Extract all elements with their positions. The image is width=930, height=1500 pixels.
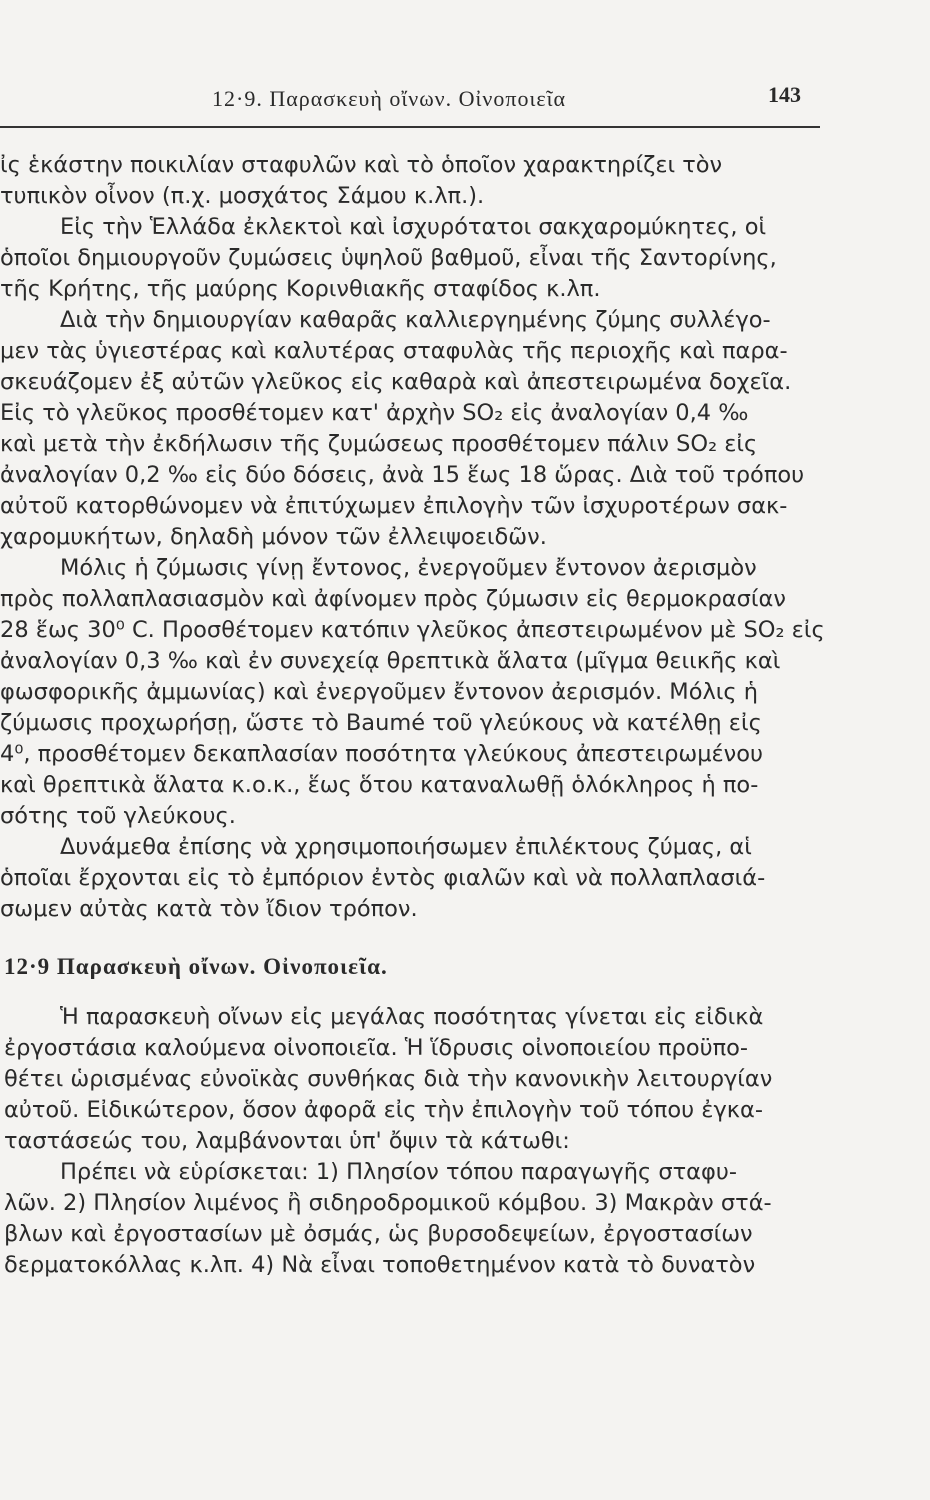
text-line: σότης τοῦ γλεύκους. [0,803,236,829]
text-line: ταστάσεώς του, λαμβάνονται ὑπ' ὄψιν τὰ κάτωθι: [4,1128,570,1154]
text-line: σκευάζομεν ἐξ αὐτῶν γλεῦκος εἰς καθαρὰ καὶ ἀπεστειρωμένα δοχεῖα. [0,369,792,395]
text-line: τυπικὸν οἶνον (π.χ. μοσχάτος Σάμου κ.λπ.). [0,183,485,209]
text-line: Μόλις ἡ ζύμωσις γίνῃ ἔντονος, ἐνεργοῦμεν ἔντονον ἀερισμὸν [60,555,757,581]
text-line: ἀναλογίαν 0,3 ‰ καὶ ἐν συνεχείᾳ θρεπτικὰ ἅλατα (μῖγμα θειικῆς καὶ [0,648,781,674]
text-line: ζύμωσις προχωρήσῃ, ὥστε τὸ Baumé τοῦ γλεύκους νὰ κατέλθῃ εἰς [0,710,762,736]
text-line: καὶ θρεπτικὰ ἅλατα κ.ο.κ., ἕως ὅτου καταναλωθῇ ὁλόκληρος ἡ πο- [0,772,759,798]
text-line: 28 ἕως 30⁰ C. Προσθέτομεν κατόπιν γλεῦκος ἀπεστειρωμένον μὲ SO₂ εἰς [0,617,825,643]
text-line: θέτει ὡρισμένας εὐνοϊκὰς συνθήκας διὰ τὴν κανονικὴν λειτουργίαν [4,1066,773,1092]
text-line: λῶν. 2) Πλησίον λιμένος ἢ σιδηροδρομικοῦ κόμβου. 3) Μακρὰν στά- [4,1190,772,1216]
text-line: Πρέπει νὰ εὑρίσκεται: 1) Πλησίον τόπου παραγωγῆς σταφυ- [60,1159,737,1185]
text-line: φωσφορικῆς ἀμμωνίας) καὶ ἐνεργοῦμεν ἔντονον ἀερισμόν. Μόλις ἡ [0,679,759,705]
text-line: ἐργοστάσια καλούμενα οἰνοποιεῖα. Ἡ ἵδρυσις οἰνοποιείου προϋπο- [4,1035,749,1061]
page-body [0,150,825,1281]
text-line: Διὰ τὴν δημιουργίαν καθαρᾶς καλλιεργημένης ζύμης συλλέγο- [60,307,771,333]
paragraph [0,832,825,925]
text-line: αὐτοῦ. Εἰδικώτερον, ὅσον ἀφορᾶ εἰς τὴν ἐπιλογὴν τοῦ τόπου ἐγκα- [4,1097,763,1123]
text-line: Ἡ παρασκευὴ οἴνων εἰς μεγάλας ποσότητας γίνεται εἰς εἰδικὰ [60,1004,764,1030]
text-line: μεν τὰς ὑγιεστέρας καὶ καλυτέρας σταφυλὰς τῆς περιοχῆς καὶ παρα- [0,338,788,364]
paragraph [0,150,825,212]
text-line: τῆς Κρήτης, τῆς μαύρης Κορινθιακῆς σταφίδος κ.λπ. [0,276,601,302]
text-line: πρὸς πολλαπλασιασμὸν καὶ ἀφίνομεν πρὸς ζύμωσιν εἰς θερμοκρασίαν [0,586,786,612]
text-line: ὁποῖαι ἔρχονται εἰς τὸ ἐμπόριον ἐντὸς φιαλῶν καὶ νὰ πολλαπλασιά- [0,865,766,891]
text-line: ὁποῖοι δημιουργοῦν ζυμώσεις ὑψηλοῦ βαθμοῦ, εἶναι τῆς Σαντορίνης, [0,245,777,271]
text-line: βλων καὶ ἐργοστασίων μὲ ὀσμάς, ὡς βυρσοδεψείων, ἐργοστασίων [4,1221,753,1247]
text-line: καὶ μετὰ τὴν ἐκδήλωσιν τῆς ζυμώσεως προσθέτομεν πάλιν SO₂ εἰς [0,431,758,457]
paragraph [0,305,825,553]
text-line: αὐτοῦ κατορθώνομεν νὰ ἐπιτύχωμεν ἐπιλογὴν τῶν ἰσχυροτέρων σακ- [0,493,788,519]
paragraph [0,1157,825,1281]
text-line: 4⁰, προσθέτομεν δεκαπλασίαν ποσότητα γλεύκους ἀπεστειρωμένου [0,741,764,767]
text-line: Εἰς τὸ γλεῦκος προσθέτομεν κατ' ἀρχὴν SO₂ εἰς ἀναλογίαν 0,4 ‰ [0,400,749,426]
page-number: 143 [768,82,801,107]
running-head: 12·9. Παρασκευὴ οἴνων. Οἰνοποιεῖα [212,86,567,111]
section-title: 12·9 Παρασκευὴ οἴνων. Οἰνοποιεῖα. [4,954,388,979]
text-line: Δυνάμεθα ἐπίσης νὰ χρησιμοποιήσωμεν ἐπιλέκτους ζύμας, αἱ [60,834,752,860]
text-line: σωμεν αὐτὰς κατὰ τὸν ἴδιον τρόπον. [0,896,418,922]
text-line: δερματοκόλλας κ.λπ. 4) Νὰ εἶναι τοποθετημένον κατὰ τὸ δυνατὸν [4,1252,756,1278]
paragraph [0,212,825,305]
paragraph [0,1002,825,1157]
text-line: ἀναλογίαν 0,2 ‰ εἰς δύο δόσεις, ἀνὰ 15 ἕως 18 ὥρας. Διὰ τοῦ τρόπου [0,462,805,488]
page-header [0,76,820,128]
text-line: Εἰς τὴν Ἑλλάδα ἐκλεκτοὶ καὶ ἰσχυρότατοι σακχαρομύκητες, οἱ [60,214,767,240]
text-line: χαρομυκήτων, δηλαδὴ μόνον τῶν ἐλλειψοειδῶν. [0,524,547,550]
text-line: ἰς ἑκάστην ποικιλίαν σταφυλῶν καὶ τὸ ὁποῖον χαρακτηρίζει τὸν [0,152,723,178]
paragraph [0,553,825,832]
